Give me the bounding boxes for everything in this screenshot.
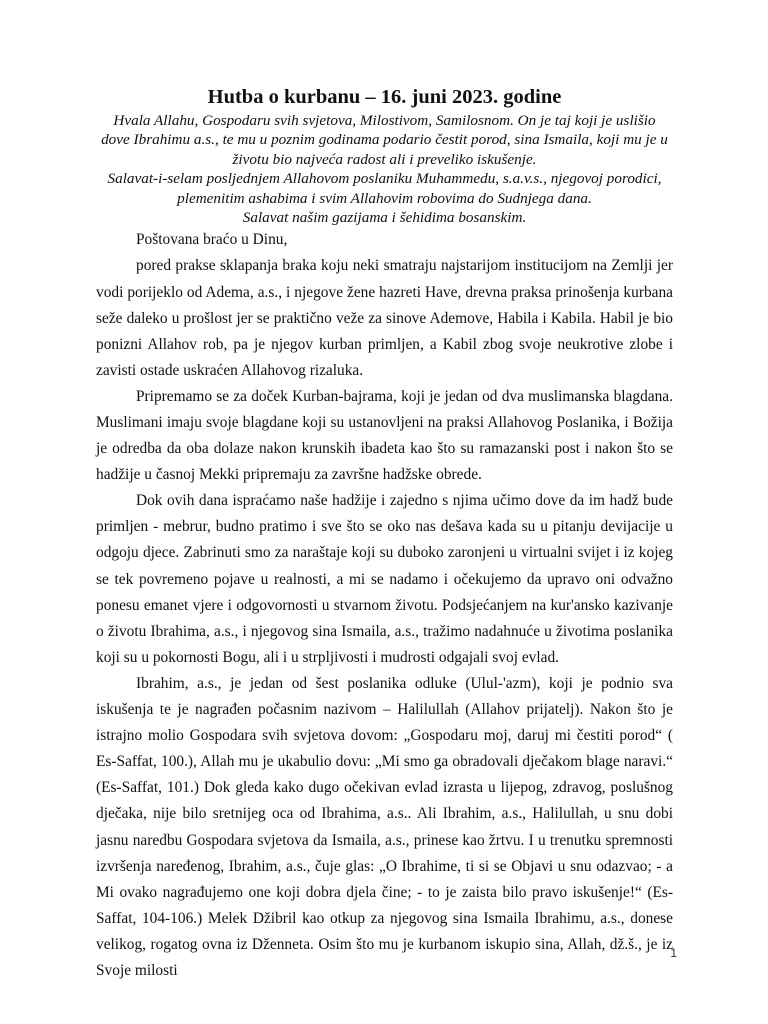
body-paragraph: Dok ovih dana ispraćamo naše hadžije i zajedno s njima učimo dove da im hadž bude primljen - mebrur, budno pratimo i sve što se oko nas dešava kada su u pitanju devijacije u odgoju djece. Zabrinuti smo za naraštaje koji su duboko zaronjeni u virtualni svijet i iz kojeg se tek povremeno pojave u realnosti, a mi se nadamo i očekujemo da upravo oni odvažno ponesu emanet vjere i odgovornosti u stvarnom životu. Podsjećanjem na kur'ansko kazivanje o životu Ibrahima, a.s., i njegovog sina Ismaila, a.s., tražimo nadahnuće u životima poslanika koji su u pokornosti Bogu, ali i u strpljivosti i mudrosti odgajali svoj evlad. [96,492,673,666]
intro-block [96,111,673,227]
document-title: Hutba o kurbanu – 16. juni 2023. godine [207,86,562,108]
intro-line: dove Ibrahimu a.s., te mu u poznim godinama podario čestit porod, sina Ismaila, koji mu je u [101,131,668,149]
intro-line: plemenitim ashabima i svim Allahovim robovima do Sudnjega dana. [177,189,592,207]
document-body [96,84,673,984]
body-paragraph: pored prakse sklapanja braka koju neki smatraju najstarijom institucijom na Zemlji jer vodi porijeklo od Adema, a.s., i njegove žene hazreti Have, drevna praksa prinošenja kurbana seže daleko u prošlost jer se praktično veže za sinove Ademove, Habila i Kabila. Habil je bio ponizni Allahov rob, pa je njegov kurban primljen, a Kabil zbog svoje neukrotive zlobe i zavisti ostade uskraćen Allahovog rizaluka. [96,257,673,379]
salutation: Poštovana braćo u Dinu, [136,231,288,249]
intro-line: Hvala Allahu, Gospodaru svih svjetova, Milostivom, Samilosnom. On je taj koji je uslišio [113,112,656,129]
body-paragraph: Pripremamo se za doček Kurban-bajrama, koji je jedan od dva muslimanska blagdana. Muslimani imaju svoje blagdane koji su ustanovljeni na praksi Allahovog Poslanika, i Božija je odredba da oba dolaze nakon krunskih ibadeta kao što su ramazanski post i nakon što se hadžije u časnoj Mekki pripremaju za završne hadžske obrede. [96,387,673,484]
intro-line: Salavat našim gazijama i šehidima bosanskim. [242,209,527,227]
body-paragraph: Ibrahim, a.s., je jedan od šest poslanika odluke (Ulul-'azm), koji je podnio sva iskušenja te je nagrađen počasnim nazivom – Halilullah (Allahov prijatelj). Nakon što je istrajno molio Gospodara svih svjetova dovom: „Gospodaru moj, daruj mi čestiti porod“ ( Es-Saffat, 100.), Allah mu je ukabulio dovu: „Mi smo ga obradovali dječakom blage naravi.“ (Es-Saffat, 101.) Dok gleda kako dugo očekivan evlad izrasta u lijepog, zdravog, poslušnog dječaka, nije bilo sretnijeg oca od Ibrahima, a.s.. Ali Ibrahim, a.s., Halilullah, u snu dobi jasnu naredbu Gospodara svjetova da Ismaila, a.s., prinese kao žrtvu. I u trenutku spremnosti izvršenja naređenog, Ibrahim, a.s., čuje glas: „O Ibrahime, ti si se Objavi u snu odazvao; - a Mi ovako nagrađujemo one koji dobra djela čine; - to je zaista bilo pravo iskušenje!“ (Es-Saffat, 104-106.) Melek Džibril kao otkup za njegovog sina Ismaila Ibrahimu, a.s., donese velikog, rogatog ovna iz Dženneta. Osim što mu je kurbanom iskupio sina, Allah, dž.š., je iz Svoje milosti [96,674,673,979]
intro-line: Salavat-i-selam posljednjem Allahovom poslaniku Muhammedu, s.a.v.s., njegovoj porodici, [107,170,662,188]
intro-line: životu bio najveća radost ali i preveliko iskušenje. [232,150,537,168]
page-number: 1 [670,946,677,960]
